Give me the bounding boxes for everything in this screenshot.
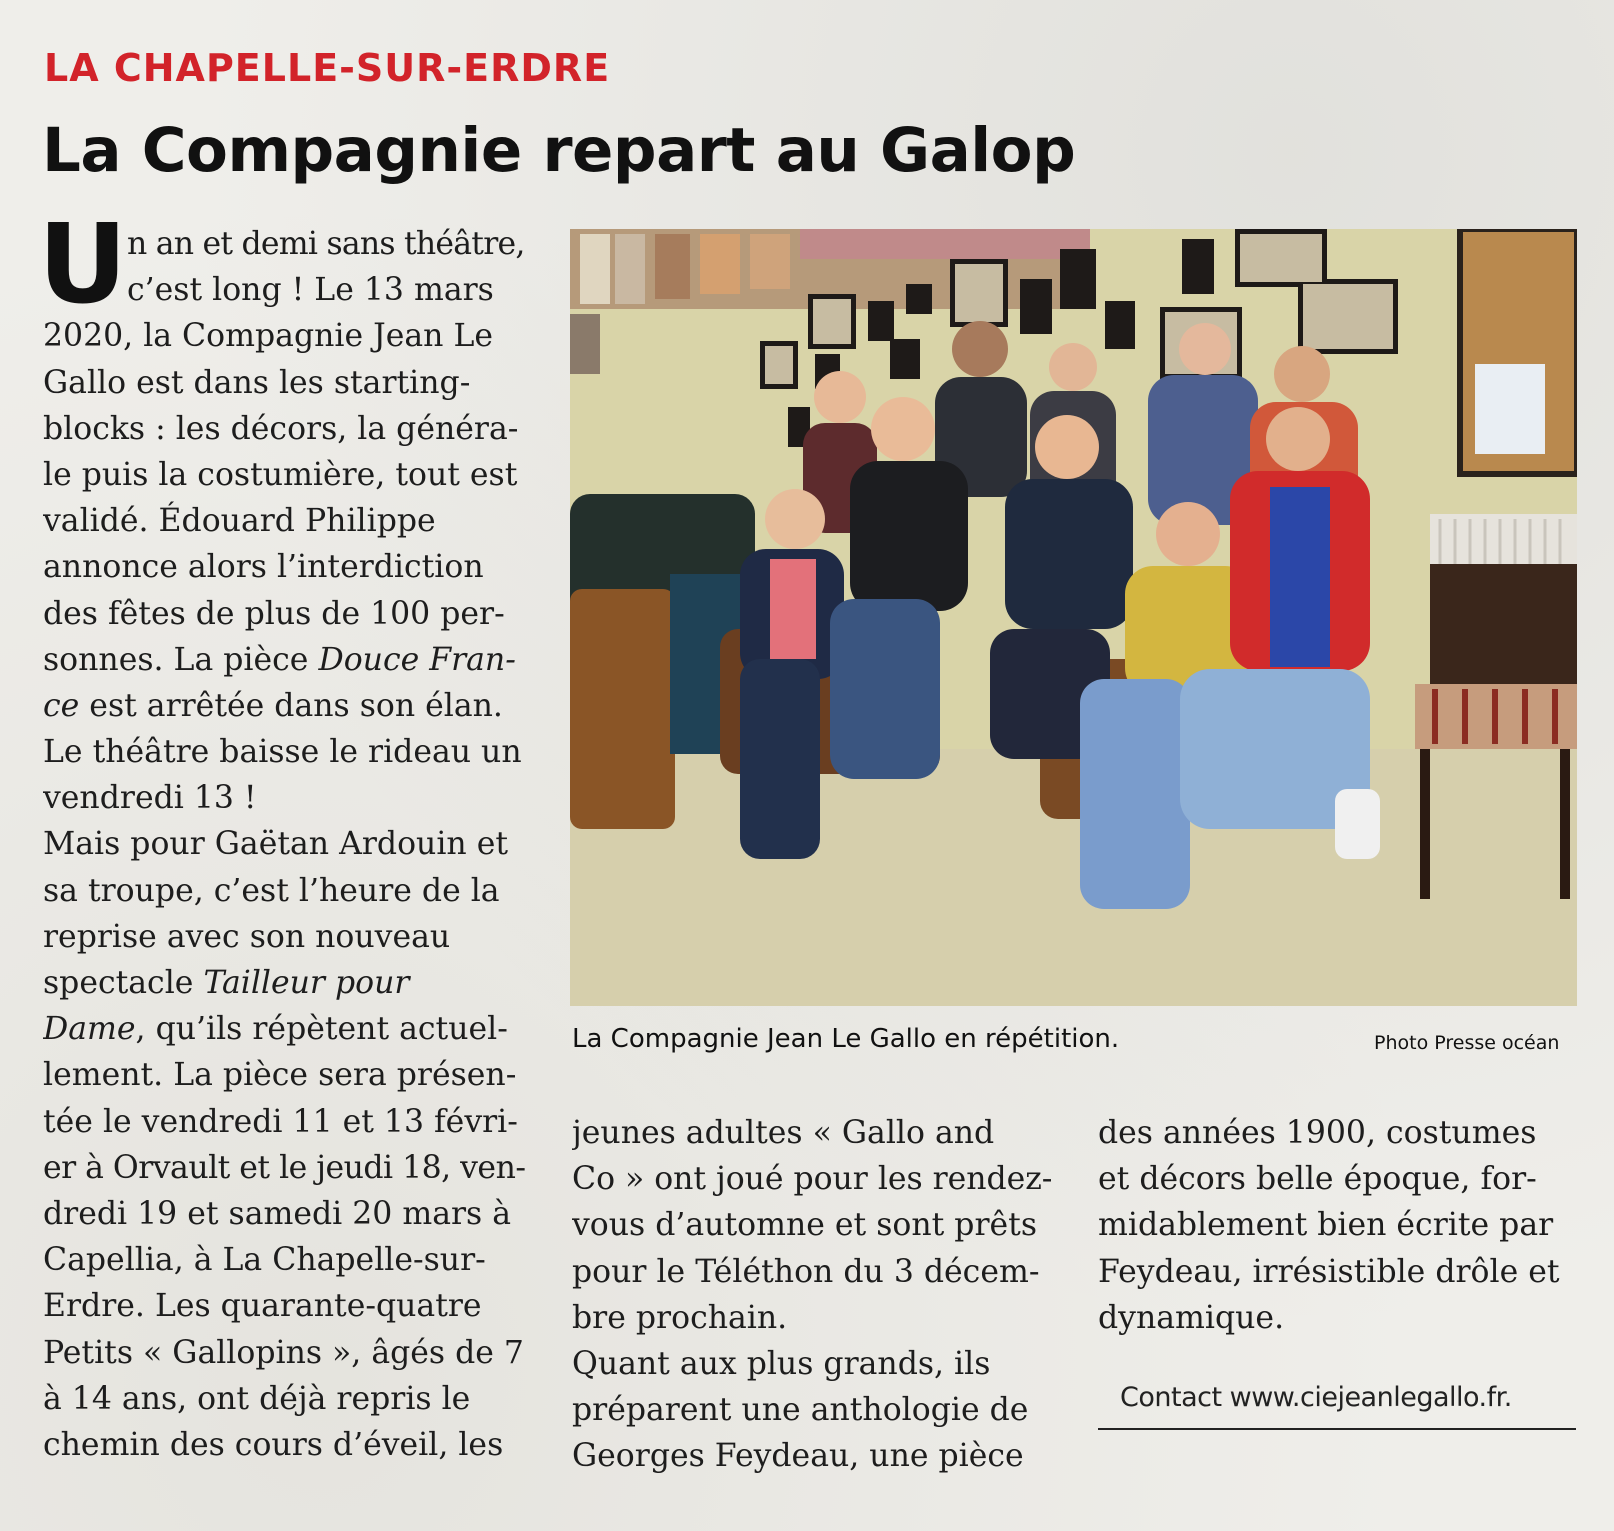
- text-run: Feydeau, irrésistible drôle et: [1098, 1253, 1560, 1290]
- text-line: [43, 1099, 525, 1145]
- text-line: [43, 960, 525, 1006]
- article-headline: La Compagnie repart au Galop: [42, 115, 1076, 186]
- text-line: [572, 1202, 1052, 1248]
- text-run: à 14 ans, ont déjà repris le: [43, 1380, 471, 1417]
- text-run: 2020, la Compagnie Jean Le: [43, 318, 494, 355]
- drop-cap: U: [38, 200, 128, 328]
- text-run: bre prochain.: [572, 1299, 788, 1336]
- article-column-3: [1098, 1110, 1576, 1341]
- text-run: pour le Téléthon du 3 décem-: [572, 1253, 1040, 1290]
- contact-rule: [1098, 1428, 1576, 1430]
- group-photo: [570, 229, 1577, 1006]
- text-run: dynamique.: [1098, 1299, 1285, 1336]
- text-line: [43, 637, 525, 683]
- text-line: [43, 1422, 525, 1468]
- text-run: et décors belle époque, for-: [1098, 1161, 1537, 1198]
- text-run: , qu’ils répètent actuel-: [135, 1011, 508, 1048]
- text-run: Le théâtre baisse le rideau un: [43, 734, 522, 771]
- text-line: [572, 1433, 1052, 1479]
- text-run: lement. La pièce sera présen-: [43, 1057, 517, 1094]
- text-run: spectacle: [43, 965, 204, 1001]
- text-line: [43, 1376, 525, 1422]
- text-line: [1098, 1156, 1576, 1202]
- text-line: [43, 406, 525, 452]
- text-run: Co » ont joué pour les rendez-: [572, 1161, 1052, 1198]
- text-run: Petits « Gallopins », âgés de 7: [43, 1334, 524, 1371]
- italic-title: Douce Fran-: [318, 641, 516, 678]
- text-run: des fêtes de plus de 100 per-: [43, 595, 505, 632]
- text-run: blocks : les décors, la généra-: [43, 410, 519, 447]
- text-line: [43, 868, 525, 914]
- text-line: [43, 591, 525, 637]
- text-line: [572, 1295, 1052, 1341]
- text-line: [43, 1145, 525, 1191]
- article-column-1: [43, 221, 525, 1468]
- text-line: [43, 729, 525, 775]
- text-run: tée le vendredi 11 et 13 févri-: [43, 1103, 518, 1140]
- text-run: est arrêtée dans son élan.: [79, 687, 503, 724]
- text-run: Gallo est dans les starting-: [43, 364, 471, 401]
- text-line: [1098, 1110, 1576, 1156]
- text-line: [43, 775, 525, 821]
- text-line: [43, 1006, 525, 1052]
- text-run: préparent une anthologie de: [572, 1392, 1029, 1429]
- text-line: [43, 544, 525, 590]
- text-run: vendredi 13 !: [43, 780, 257, 817]
- text-run: Quant aux plus grands, ils: [572, 1345, 991, 1382]
- italic-title: ce: [43, 687, 80, 724]
- text-run: c’est long ! Le 13 mars: [127, 272, 494, 309]
- text-line: [127, 221, 525, 267]
- text-line: [43, 1237, 525, 1283]
- text-line: [43, 498, 525, 544]
- text-line: [43, 360, 525, 406]
- text-run: sa troupe, c’est l’heure de la: [43, 872, 500, 909]
- text-line: [43, 1052, 525, 1098]
- text-run: dredi 19 et samedi 20 mars à: [43, 1195, 511, 1232]
- italic-title: Dame: [43, 1011, 136, 1048]
- contact-line: Contact www.ciejeanlegallo.fr.: [1120, 1382, 1512, 1413]
- text-run: vous d’automne et sont prêts: [572, 1207, 1037, 1244]
- text-line: [127, 267, 525, 313]
- text-run: midablement bien écrite par: [1098, 1207, 1554, 1244]
- text-run: validé. Édouard Philippe: [43, 503, 436, 540]
- text-line: [43, 452, 525, 498]
- text-line: [572, 1341, 1052, 1387]
- text-line: [43, 313, 525, 359]
- text-line: [1098, 1249, 1576, 1295]
- text-run: Erdre. Les quarante-quatre: [43, 1288, 482, 1325]
- text-run: Mais pour Gaëtan Ardouin et: [43, 826, 508, 863]
- text-line: [43, 683, 525, 729]
- photo-illustration: [570, 229, 1577, 1006]
- text-line: [572, 1249, 1052, 1295]
- photo-caption: La Compagnie Jean Le Gallo en répétition.: [572, 1024, 1120, 1054]
- text-run: annonce alors l’interdiction: [43, 549, 484, 586]
- text-line: [572, 1387, 1052, 1433]
- text-line: [43, 914, 525, 960]
- text-line: [572, 1156, 1052, 1202]
- text-run: n an et demi sans théâtre,: [127, 226, 525, 262]
- photo-credit: Photo Presse océan: [1374, 1032, 1560, 1054]
- text-line: [43, 1191, 525, 1237]
- text-line: [1098, 1295, 1576, 1341]
- text-run: Capellia, à La Chapelle-sur-: [43, 1242, 486, 1279]
- text-run: des années 1900, costumes: [1098, 1115, 1537, 1151]
- text-run: sonnes. La pièce: [43, 641, 319, 678]
- text-run: jeunes adultes « Gallo and: [572, 1115, 995, 1151]
- article-column-2: [572, 1110, 1052, 1480]
- text-run: reprise avec son nouveau: [43, 918, 451, 955]
- text-line: [1098, 1202, 1576, 1248]
- text-run: Georges Feydeau, une pièce: [572, 1438, 1024, 1475]
- section-rubric: LA CHAPELLE-SUR-ERDRE: [44, 46, 611, 90]
- text-run: er à Orvault et le jeudi 18, ven-: [43, 1149, 525, 1186]
- text-line: [43, 821, 525, 867]
- text-run: le puis la costumière, tout est: [43, 456, 518, 493]
- text-line: [572, 1110, 1052, 1156]
- text-run: chemin des cours d’éveil, les: [43, 1426, 504, 1463]
- text-line: [43, 1330, 525, 1376]
- italic-title: Tailleur pour: [203, 965, 410, 1001]
- text-line: [43, 1283, 525, 1329]
